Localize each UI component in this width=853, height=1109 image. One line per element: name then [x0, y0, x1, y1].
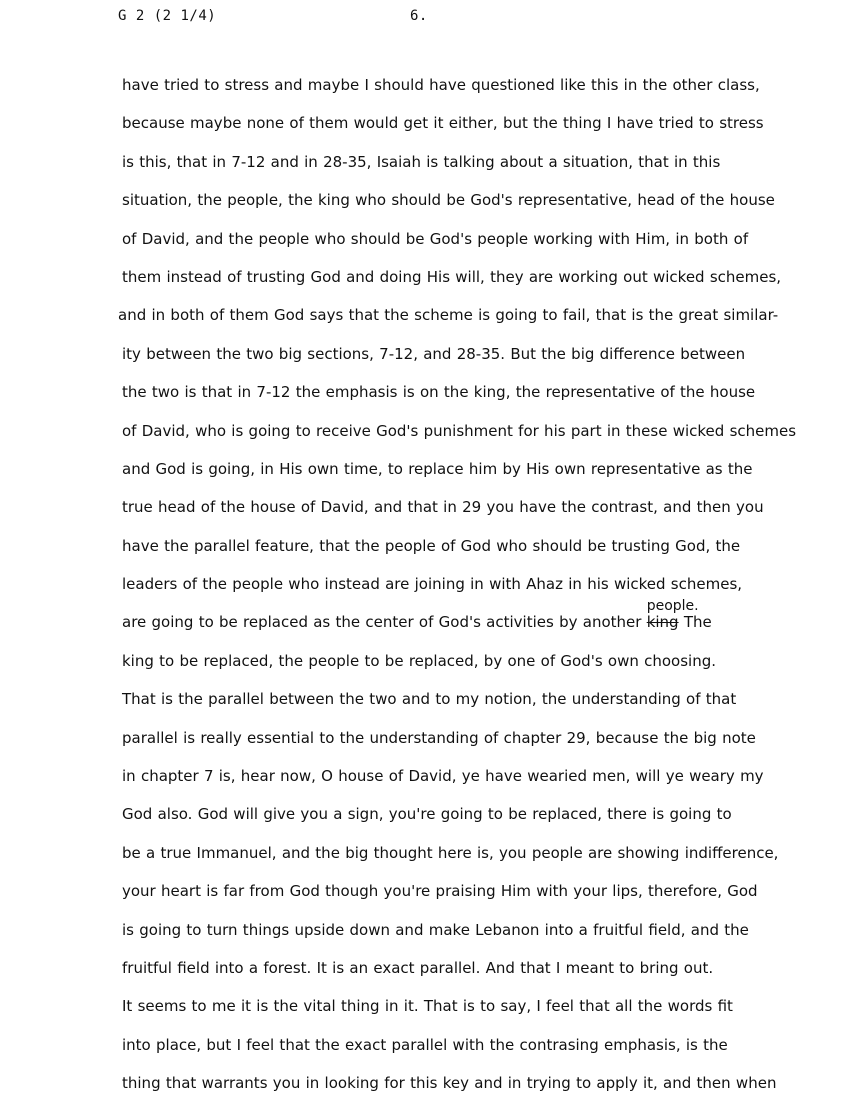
- text-line: is this, that in 7-12 and in 28-35, Isaiah is talking about a situation, that in this: [122, 152, 721, 171]
- text-line: your heart is far from God though you're praising Him with your lips, therefore, God: [122, 882, 758, 901]
- document-code: G 2 (2 1/4): [118, 8, 217, 24]
- struck-word: king: [646, 613, 679, 632]
- text-line: fruitful field into a forest. It is an exact parallel. And that I meant to bring out.: [122, 958, 714, 977]
- text-line: and God is going, in His own time, to replace him by His own representative as the: [122, 459, 753, 478]
- page-number: 6.: [410, 8, 428, 24]
- text-line: in chapter 7 is, hear now, O house of David, ye have wearied men, will ye weary my: [122, 767, 764, 786]
- text-line: thing that warrants you in looking for this key and in trying to apply it, and then when: [122, 1074, 777, 1093]
- text-line: into place, but I feel that the exact parallel with the contrasing emphasis, is the: [122, 1035, 728, 1054]
- text-line: God also. God will give you a sign, you're going to be replaced, there is going to: [122, 805, 732, 824]
- text-line-with-correction: [122, 598, 853, 641]
- text-line: true head of the house of David, and that in 29 you have the contrast, and then you: [122, 498, 764, 517]
- text-line: have tried to stress and maybe I should have questioned like this in the other class,: [122, 76, 760, 94]
- text-line: It seems to me it is the vital thing in it. That is to say, I feel that all the words fit: [122, 997, 733, 1016]
- line-text: are going to be replaced as the center of God's activities by another: [122, 613, 642, 632]
- body-text: [118, 66, 853, 1103]
- text-line: king to be replaced, the people to be replaced, by one of God's own choosing.: [122, 651, 717, 670]
- text-line: That is the parallel between the two and to my notion, the understanding of that: [122, 690, 737, 709]
- text-line: because maybe none of them would get it either, but the thing I have tried to stress: [122, 114, 764, 133]
- page-header: [118, 8, 428, 24]
- text-line: them instead of trusting God and doing His will, they are working out wicked schemes,: [122, 267, 782, 286]
- text-line: leaders of the people who instead are joining in with Ahaz in his wicked schemes,: [122, 575, 743, 594]
- text-line: parallel is really essential to the understanding of chapter 29, because the big note: [122, 728, 756, 747]
- text-line: ity between the two big sections, 7-12, and 28-35. But the big difference between: [122, 344, 746, 363]
- text-line: of David, and the people who should be God's people working with Him, in both of: [122, 229, 749, 248]
- text-line: of David, who is going to receive God's punishment for his part in these wicked schemes: [122, 421, 797, 440]
- text-line: be a true Immanuel, and the big thought here is, you people are showing indifference,: [122, 843, 779, 862]
- text-line: and in both of them God says that the scheme is going to fail, that is the great similar-: [118, 306, 779, 325]
- text-line: have the parallel feature, that the people of God who should be trusting God, the: [122, 536, 741, 555]
- text-line: situation, the people, the king who should be God's representative, head of the house: [122, 191, 775, 210]
- text-line: the two is that in 7-12 the emphasis is on the king, the representative of the house: [122, 383, 756, 402]
- line-continuation: The: [678, 613, 712, 632]
- text-line: is going to turn things upside down and make Lebanon into a fruitful field, and the: [122, 920, 749, 939]
- inserted-word: people.: [646, 598, 699, 615]
